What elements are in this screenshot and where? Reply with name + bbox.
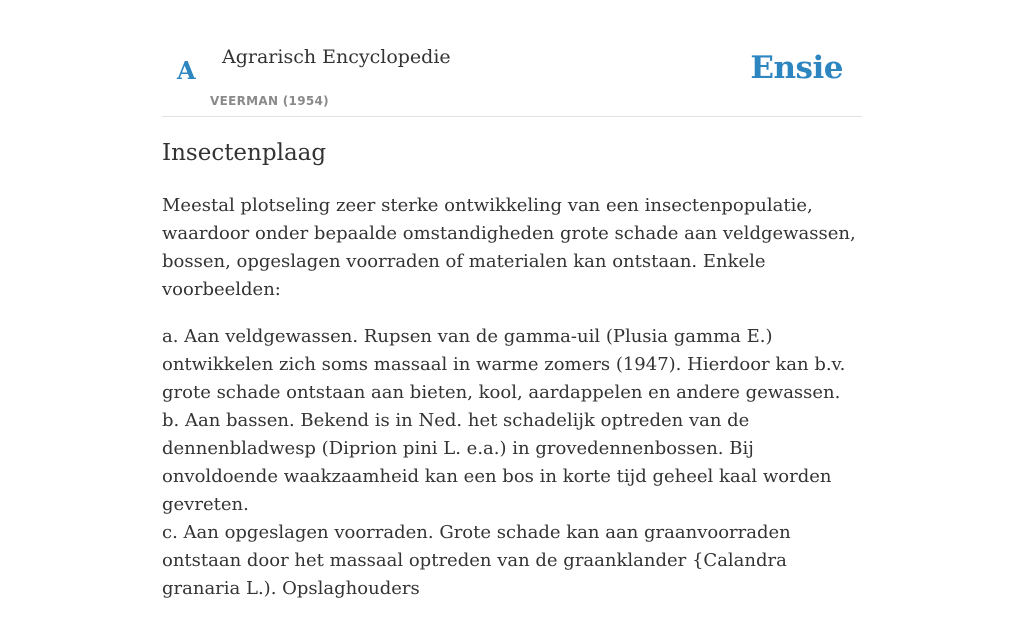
author-label[interactable]: VEERMAN (1954) (210, 94, 329, 108)
article-body (162, 192, 862, 622)
article-intro: Meestal plotseling zeer sterke ontwikkeling van een insectenpopulatie, waardoor onder bepaalde omstandigheden grote schade aan veldgewassen, bossen, opgeslagen voorraden of materialen kan ontstaan. Enkele voorbeelden: (162, 195, 856, 300)
logo-letter[interactable]: A (177, 56, 196, 85)
page-container (162, 0, 862, 599)
article-title: Insectenplaag (162, 140, 327, 166)
list-item: b. Aan bassen. Bekend is in Ned. het schadelijk optreden van de dennenbladwesp (Diprion pini L. e.a.) in grovedennenbossen. Bij onvoldoende waakzaamheid kan een bos in korte tijd geheel kaal worden gevreten. (162, 410, 832, 515)
list-item: a. Aan veldgewassen. Rupsen van de gamma-uil (Plusia gamma E.) ontwikkelen zich soms massaal in warme zomers (1947). Hierdoor kan b.v. grote schade ontstaan aan bieten, kool, aardappelen en andere gewassen. (162, 326, 846, 403)
list-item: c. Aan opgeslagen voorraden. Grote schade kan aan graanvoorraden ontstaan door het massaal optreden van de graanklander {Calandra granaria L.). Opslaghouders (162, 522, 791, 599)
article-items (162, 323, 862, 603)
encyclopedia-title[interactable]: Agrarisch Encyclopedie (222, 46, 451, 68)
brand-logo[interactable]: Ensie (750, 50, 843, 86)
header (162, 0, 862, 117)
